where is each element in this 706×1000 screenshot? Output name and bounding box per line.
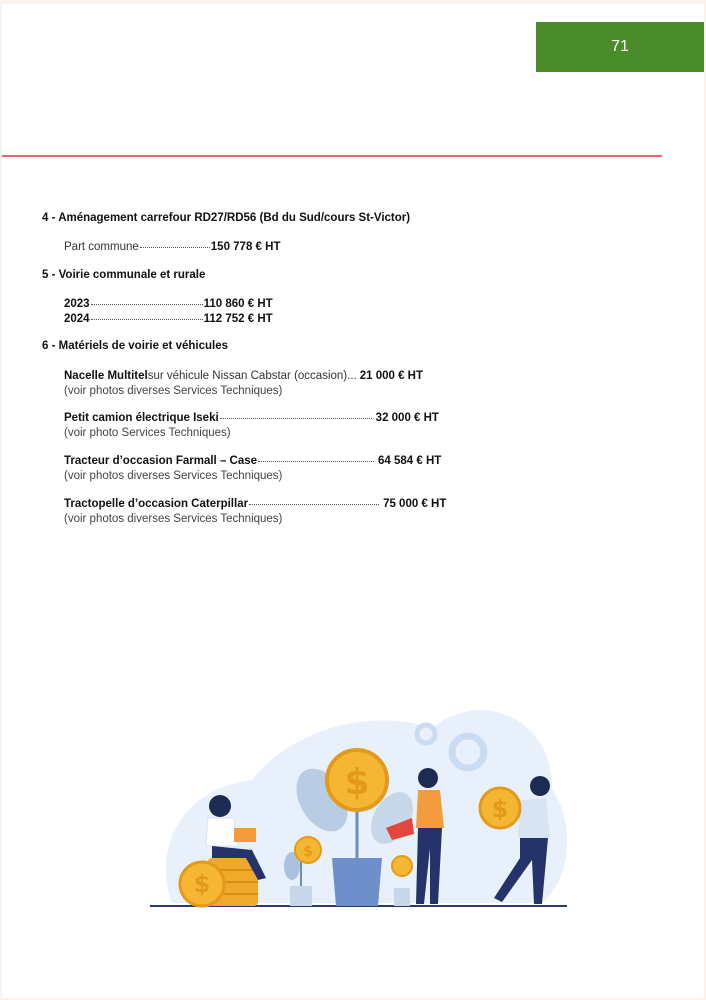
document-page [2, 4, 704, 998]
line-2024 [64, 313, 273, 325]
leader-dots [258, 461, 374, 462]
item-name: Nacelle Multitel [64, 370, 148, 382]
line-amount: 112 752 € HT [203, 313, 273, 325]
line-2023 [64, 298, 273, 310]
section-title-4: 4 - Aménagement carrefour RD27/RD56 (Bd du Sud/cours St-Victor) [42, 212, 411, 224]
item-note: (voir photos diverses Services Techniques) [64, 470, 283, 482]
leader-dots [220, 418, 372, 419]
item-amount: 32 000 € HT [375, 412, 439, 424]
svg-text:$: $ [303, 844, 313, 860]
svg-text:$: $ [491, 795, 509, 823]
item-tracteur [64, 455, 441, 467]
item-detail: sur véhicule Nissan Cabstar (occasion)... [147, 370, 357, 382]
section-title-5: 5 - Voirie communale et rurale [42, 269, 206, 281]
line-amount: 110 860 € HT [203, 298, 273, 310]
item-note: (voir photos diverses Services Techniques) [64, 513, 283, 525]
svg-text:$: $ [344, 762, 370, 803]
item-amount: 64 584 € HT [378, 455, 442, 467]
line-label: 2023 [64, 298, 90, 310]
line-label: Part commune [64, 241, 139, 253]
line-part-commune [64, 241, 280, 253]
leader-dots [140, 247, 210, 248]
line-amount: 150 778 € HT [210, 241, 281, 253]
item-name: Tracteur d’occasion Farmall – Case [64, 455, 258, 467]
leader-dots [91, 319, 203, 320]
item-note: (voir photos diverses Services Techniques) [64, 385, 283, 397]
item-name: Tractopelle d’occasion Caterpillar [64, 498, 249, 510]
item-tractopelle [64, 498, 446, 510]
item-camion [64, 412, 439, 424]
leader-dots [91, 304, 203, 305]
svg-text:$: $ [193, 870, 211, 898]
item-amount: 75 000 € HT [383, 498, 447, 510]
item-amount: 21 000 € HT [359, 370, 424, 382]
leader-dots [249, 504, 379, 505]
section-title-6: 6 - Matériels de voirie et véhicules [42, 340, 228, 352]
item-name: Petit camion électrique Iseki [64, 412, 219, 424]
coin-stack-icon [180, 858, 258, 906]
item-nacelle [64, 370, 423, 382]
people-growing-money-plant-illustration [142, 688, 572, 908]
header-rule [2, 155, 662, 157]
line-label: 2024 [64, 313, 90, 325]
page-number-badge [536, 22, 704, 72]
item-note: (voir photo Services Techniques) [64, 427, 231, 439]
page-number: 71 [611, 38, 629, 55]
